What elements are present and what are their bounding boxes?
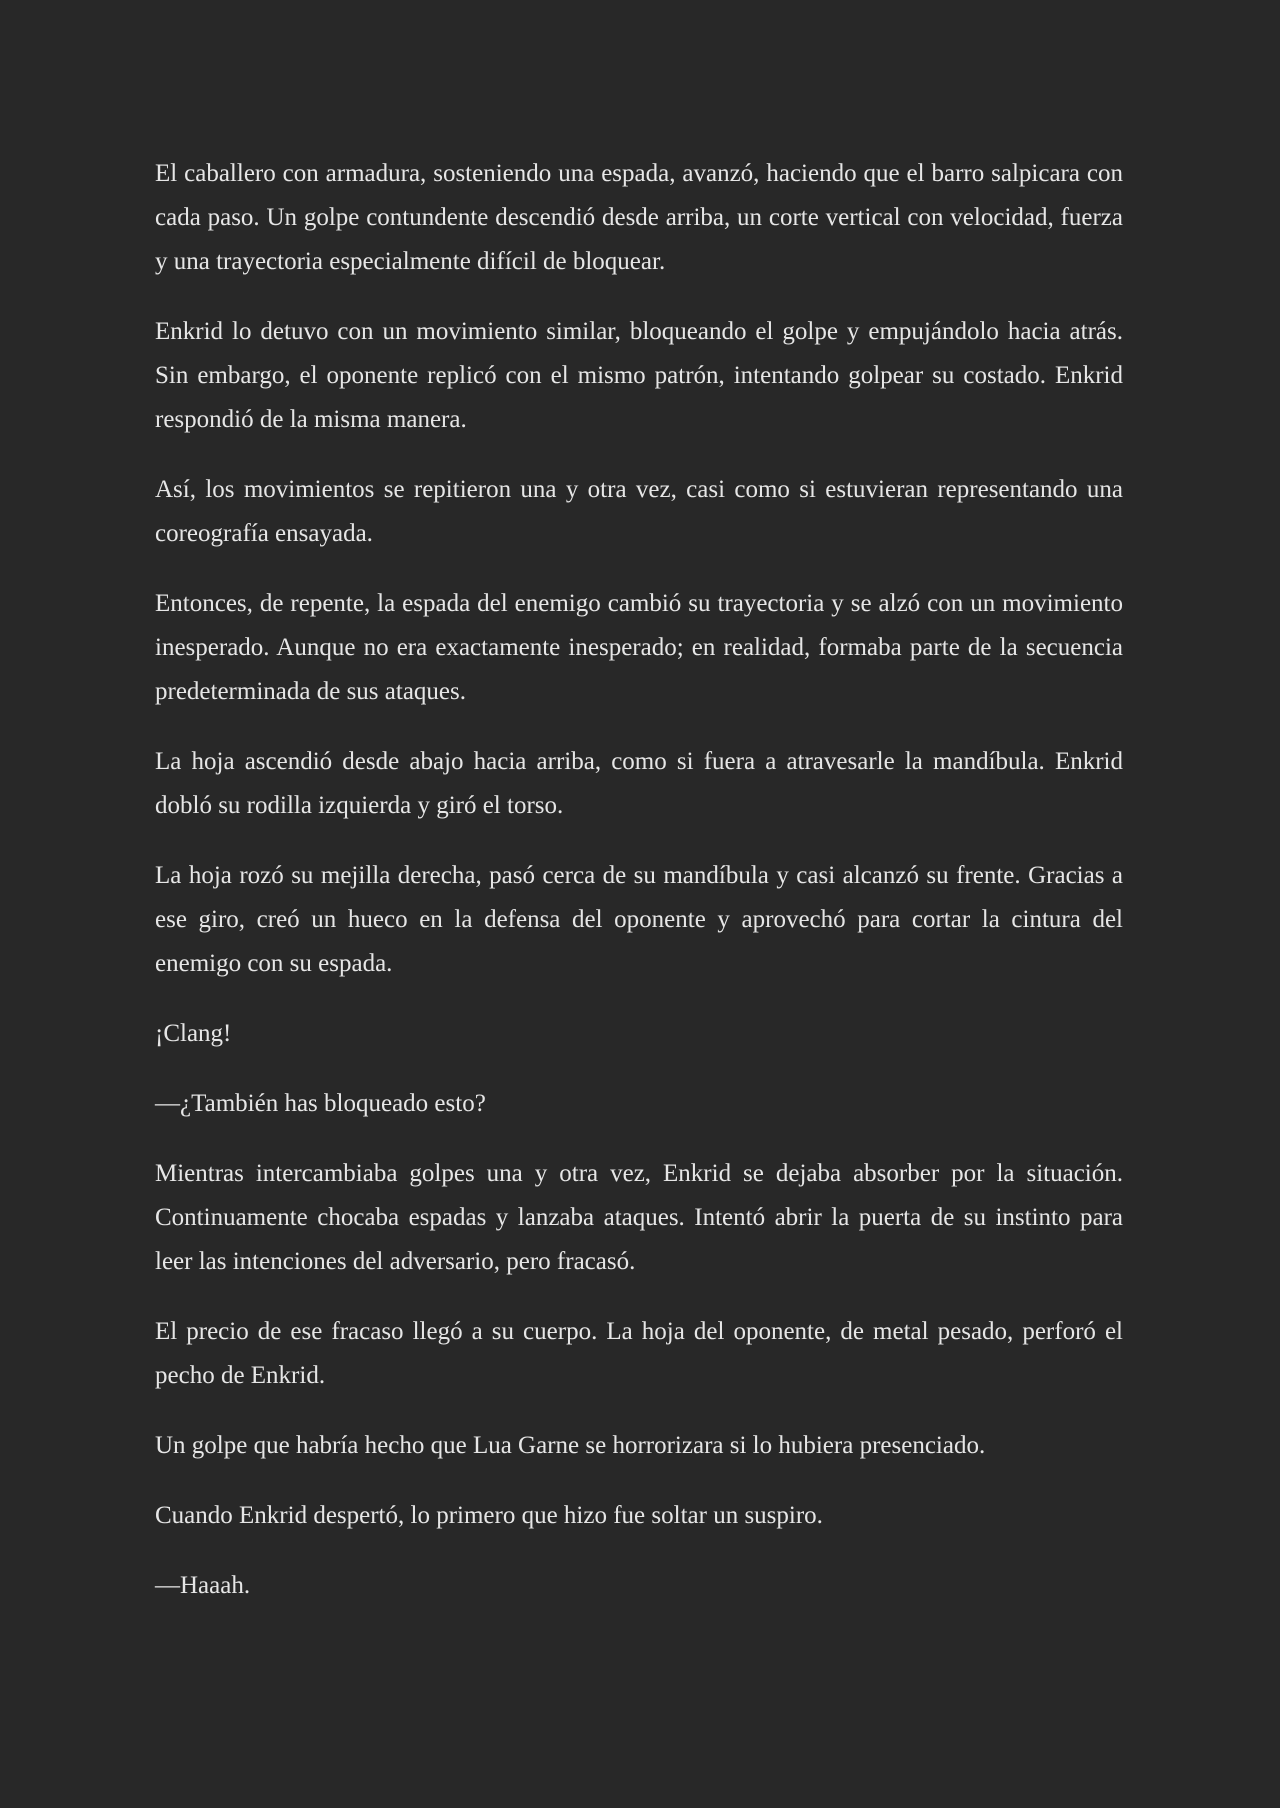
paragraph-4: Entonces, de repente, la espada del enemigo cambió su trayectoria y se alzó con un movimiento inesperado. Aunque no era exactamente inesperado; en realidad, formaba parte de la secuencia predeterminada de sus ataques. (155, 590, 1123, 705)
paragraph-7: ¡Clang! (155, 1020, 232, 1047)
paragraph-1: El caballero con armadura, sosteniendo una espada, avanzó, haciendo que el barro salpicara con cada paso. Un golpe contundente descendió desde arriba, un corte vertical con velocidad, fuerza y una trayectoria especialmente difícil de bloquear. (155, 160, 1123, 275)
paragraph-8: —¿También has bloqueado esto? (155, 1090, 486, 1117)
paragraph-2: Enkrid lo detuvo con un movimiento similar, bloqueando el golpe y empujándolo hacia atrás. Sin embargo, el oponente replicó con el mismo patrón, intentando golpear su costado. Enkrid respondió de la misma manera. (155, 318, 1123, 433)
paragraph-6: La hoja rozó su mejilla derecha, pasó cerca de su mandíbula y casi alcanzó su frente. Gracias a ese giro, creó un hueco en la defensa del oponente y aprovechó para cortar la cintura del enemigo con su espada. (155, 862, 1123, 977)
paragraph-9: Mientras intercambiaba golpes una y otra vez, Enkrid se dejaba absorber por la situación. Continuamente chocaba espadas y lanzaba ataques. Intentó abrir la puerta de su instinto para leer las intenciones del adversario, pero fracasó. (155, 1160, 1123, 1275)
paragraph-5: La hoja ascendió desde abajo hacia arriba, como si fuera a atravesarle la mandíbula. Enkrid dobló su rodilla izquierda y giró el torso. (155, 748, 1123, 819)
paragraph-13: —Haaah. (155, 1572, 251, 1599)
paragraph-11: Un golpe que habría hecho que Lua Garne se horrorizara si lo hubiera presenciado. (155, 1432, 986, 1459)
paragraph-12: Cuando Enkrid despertó, lo primero que hizo fue soltar un suspiro. (155, 1502, 823, 1529)
paragraph-3: Así, los movimientos se repitieron una y otra vez, casi como si estuvieran representando una coreografía ensayada. (155, 476, 1123, 547)
chapter-text (155, 152, 1123, 1634)
paragraph-10: El precio de ese fracaso llegó a su cuerpo. La hoja del oponente, de metal pesado, perforó el pecho de Enkrid. (155, 1318, 1123, 1389)
